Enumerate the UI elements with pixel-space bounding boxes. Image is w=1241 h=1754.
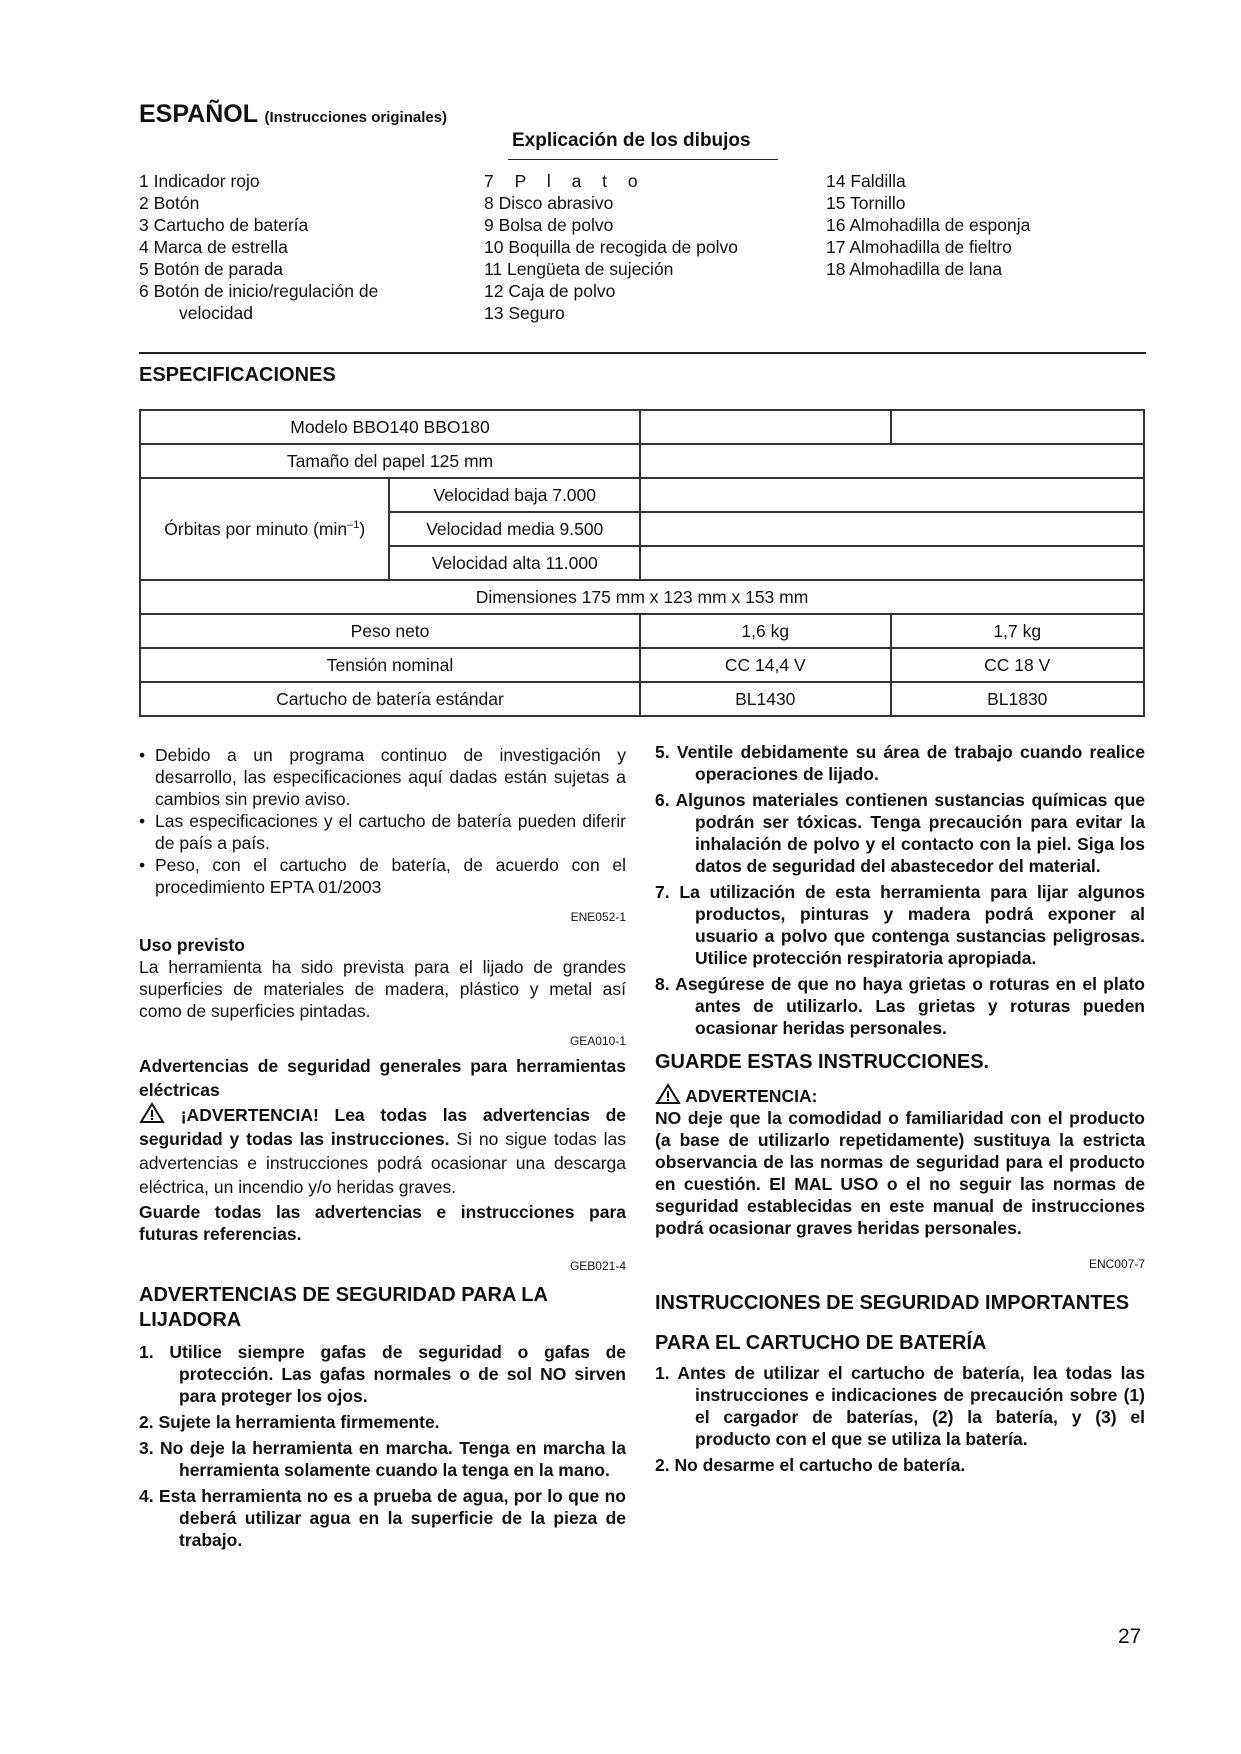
table-row <box>140 444 1144 478</box>
spec-notes-list <box>139 744 626 898</box>
table-row <box>140 410 1144 444</box>
legend-item: 10 Boquilla de recogida de polvo <box>484 237 738 257</box>
legend-item: 7 P l a t o <box>484 171 638 191</box>
legend-item: 15 Tornillo <box>826 193 906 213</box>
legend-item: 5 Botón de parada <box>139 259 284 279</box>
intended-use-title: Uso previsto <box>139 935 245 955</box>
legend-item: velocidad <box>179 303 253 323</box>
battery-instructions-list <box>655 1362 1145 1476</box>
list-item: 3. No deje la herramienta en marcha. Tenga en marcha la herramienta solamente cuando la tenga en la mano. <box>139 1438 626 1480</box>
spec-speed-high: Velocidad alta 11.000 <box>389 546 640 580</box>
left-column <box>139 744 626 1555</box>
list-item: 6. Algunos materiales contienen sustancias químicas que podrán ser tóxicas. Tenga precaución para evitar la inhalación de polvo y el contacto con la piel. Siga los datos de seguridad del abastecedor del material. <box>655 790 1145 876</box>
reference-code: GEB021-4 <box>569 1259 626 1273</box>
warning-text: NO deje que la comodidad o familiaridad con el producto (a base de utilizarlo repetidamente) sustituya la estricta observancia de las normas de seguridad para el producto en cuestión. El MAL USO o el no seguir las normas de seguridad establecidas en este manual de instrucciones podrá ocasionar graves heridas personales. <box>655 1108 1145 1238</box>
spec-model: Modelo BBO140 BBO180 <box>140 410 640 444</box>
sander-warnings-list <box>139 1341 626 1551</box>
table-row <box>140 682 1144 716</box>
warning-triangle-icon <box>139 1102 165 1124</box>
important-instructions-title: INSTRUCCIONES DE SEGURIDAD IMPORTANTES <box>655 1292 1130 1314</box>
list-item: 5. Ventile debidamente su área de trabajo cuando realice operaciones de lijado. <box>655 742 1145 784</box>
list-item: • Peso, con el cartucho de batería, de acuerdo con el procedimiento EPTA 01/2003 <box>139 854 626 898</box>
table-row <box>140 580 1144 614</box>
orbits-label-sup: –1 <box>347 518 360 531</box>
intended-use-text: La herramienta ha sido prevista para el lijado de grandes superficies de materiales de madera, plástico y metal así como de superficies pintadas. <box>139 957 626 1021</box>
list-item: 7. La utilización de esta herramienta para lijar algunos productos, pinturas y madera podrá exponer al usuario a polvo que contenga sustancias peligrosas. Utilice protección respiratoria apropiada. <box>655 882 1145 968</box>
spec-dimensions: Dimensiones 175 mm x 123 mm x 153 mm <box>140 580 1144 614</box>
legend-item: 17 Almohadilla de fieltro <box>826 237 1012 257</box>
general-warning-paragraph <box>139 1102 626 1199</box>
legend-item: 13 Seguro <box>484 303 565 323</box>
warning-label: ADVERTENCIA: <box>685 1086 818 1106</box>
reference-code: ENC007-7 <box>1088 1257 1145 1271</box>
table-row <box>140 648 1144 682</box>
spec-weight-1: 1,6 kg <box>640 614 890 648</box>
specs-title: ESPECIFICACIONES <box>139 364 336 386</box>
page-number: 27 <box>1118 1625 1142 1648</box>
warning-triangle-icon <box>655 1083 681 1105</box>
spec-cell-empty <box>640 410 890 444</box>
right-column <box>655 741 1145 1480</box>
reference-code: ENE052-1 <box>570 910 626 924</box>
reference-code: GEA010-1 <box>569 1034 626 1048</box>
legend-item: 9 Bolsa de polvo <box>484 215 614 235</box>
spec-cell-empty <box>891 410 1145 444</box>
general-warning-bold: ¡ADVERTENCIA! Lea todas las advertencias de seguridad y todas las instrucciones. <box>139 1105 626 1149</box>
legend-item: 6 Botón de inicio/regulación de <box>139 281 379 301</box>
spec-battery-label: Cartucho de batería estándar <box>140 682 640 716</box>
list-item: 8. Asegúrese de que no haya grietas o roturas en el plato antes de utilizarlo. Las grietas y roturas pueden ocasionar heridas personales. <box>655 974 1145 1038</box>
list-item: 1. Antes de utilizar el cartucho de batería, lea todas las instrucciones e indicaciones de precaución sobre (1) el cargador de baterías, (2) la batería, y (3) el producto con el que se utiliza la batería. <box>655 1363 1145 1449</box>
legend-item: 16 Almohadilla de esponja <box>826 215 1031 235</box>
legend-item: 14 Faldilla <box>826 171 906 191</box>
legend-item: 11 Lengüeta de sujeción <box>484 259 674 279</box>
legend-column-2 <box>484 170 738 324</box>
list-item: 4. Esta herramienta no es a prueba de agua, por lo que no deberá utilizar agua en la superficie de la pieza de trabajo. <box>139 1486 626 1550</box>
save-instructions-title: GUARDE ESTAS INSTRUCCIONES. <box>655 1051 990 1073</box>
general-warning-text: Si no sigue todas las advertencias e instrucciones podrá ocasionar una descarga eléctrica, un incendio y/o heridas graves. <box>139 1129 626 1197</box>
legend-item: 4 Marca de estrella <box>139 237 288 257</box>
legend-item: 12 Caja de polvo <box>484 281 616 301</box>
spec-speed-mid: Velocidad media 9.500 <box>389 512 640 546</box>
spec-paper-size: Tamaño del papel 125 mm <box>140 444 640 478</box>
language-heading <box>139 100 447 129</box>
sander-warnings-list-continued <box>655 741 1145 1039</box>
spec-weight-2: 1,7 kg <box>891 614 1145 648</box>
spec-orbits-label <box>140 478 389 580</box>
spec-voltage-label: Tensión nominal <box>140 648 640 682</box>
legend-column-1 <box>139 170 378 324</box>
list-item: 2. No desarme el cartucho de batería. <box>655 1455 966 1475</box>
language-note: (Instrucciones originales) <box>264 109 448 126</box>
keep-instructions-text: Guarde todas las advertencias e instrucciones para futuras referencias. <box>139 1202 626 1244</box>
specs-table <box>139 409 1145 717</box>
legend-underline <box>508 159 778 160</box>
spec-battery-1: BL1430 <box>640 682 890 716</box>
legend-item: 8 Disco abrasivo <box>484 193 614 213</box>
list-item: • Las especificaciones y el cartucho de batería pueden diferir de país a país. <box>139 810 626 854</box>
warning-label-row <box>655 1083 1145 1107</box>
legend-column-3 <box>826 170 1030 280</box>
language-label: ESPAÑOL <box>139 100 258 128</box>
legend-item: 2 Botón <box>139 193 200 213</box>
legend-item: 1 Indicador rojo <box>139 171 260 191</box>
table-row <box>140 614 1144 648</box>
list-item: 2. Sujete la herramienta firmemente. <box>139 1412 440 1432</box>
battery-section-title: PARA EL CARTUCHO DE BATERÍA <box>655 1332 987 1354</box>
spec-weight-label: Peso neto <box>140 614 640 648</box>
table-row <box>140 478 1144 512</box>
spec-cell-empty <box>640 546 1144 580</box>
spec-speed-low: Velocidad baja 7.000 <box>389 478 640 512</box>
list-item: 1. Utilice siempre gafas de seguridad o gafas de protección. Las gafas normales o de sol NO sirven para proteger los ojos. <box>139 1342 626 1406</box>
spec-cell-empty <box>640 478 1144 512</box>
list-item: • Debido a un programa continuo de investigación y desarrollo, las especificaciones aquí dadas están sujetas a cambios sin previo aviso. <box>139 744 626 810</box>
orbits-label-text: Órbitas por minuto (min <box>164 518 348 539</box>
spec-voltage-1: CC 14,4 V <box>640 648 890 682</box>
spec-battery-2: BL1830 <box>891 682 1145 716</box>
sander-warnings-title: ADVERTENCIAS DE SEGURIDAD PARA LA LIJADORA <box>139 1284 548 1331</box>
spec-cell-empty <box>640 444 1144 478</box>
general-warnings-title: Advertencias de seguridad generales para herramientas eléctricas <box>139 1056 626 1100</box>
legend-item: 18 Almohadilla de lana <box>826 259 1003 279</box>
legend-item: 3 Cartucho de batería <box>139 215 309 235</box>
legend-title: Explicación de los dibujos <box>512 130 751 151</box>
orbits-label-close: ) <box>359 518 366 539</box>
section-divider <box>139 352 1146 354</box>
spec-voltage-2: CC 18 V <box>891 648 1145 682</box>
spec-cell-empty <box>640 512 1144 546</box>
